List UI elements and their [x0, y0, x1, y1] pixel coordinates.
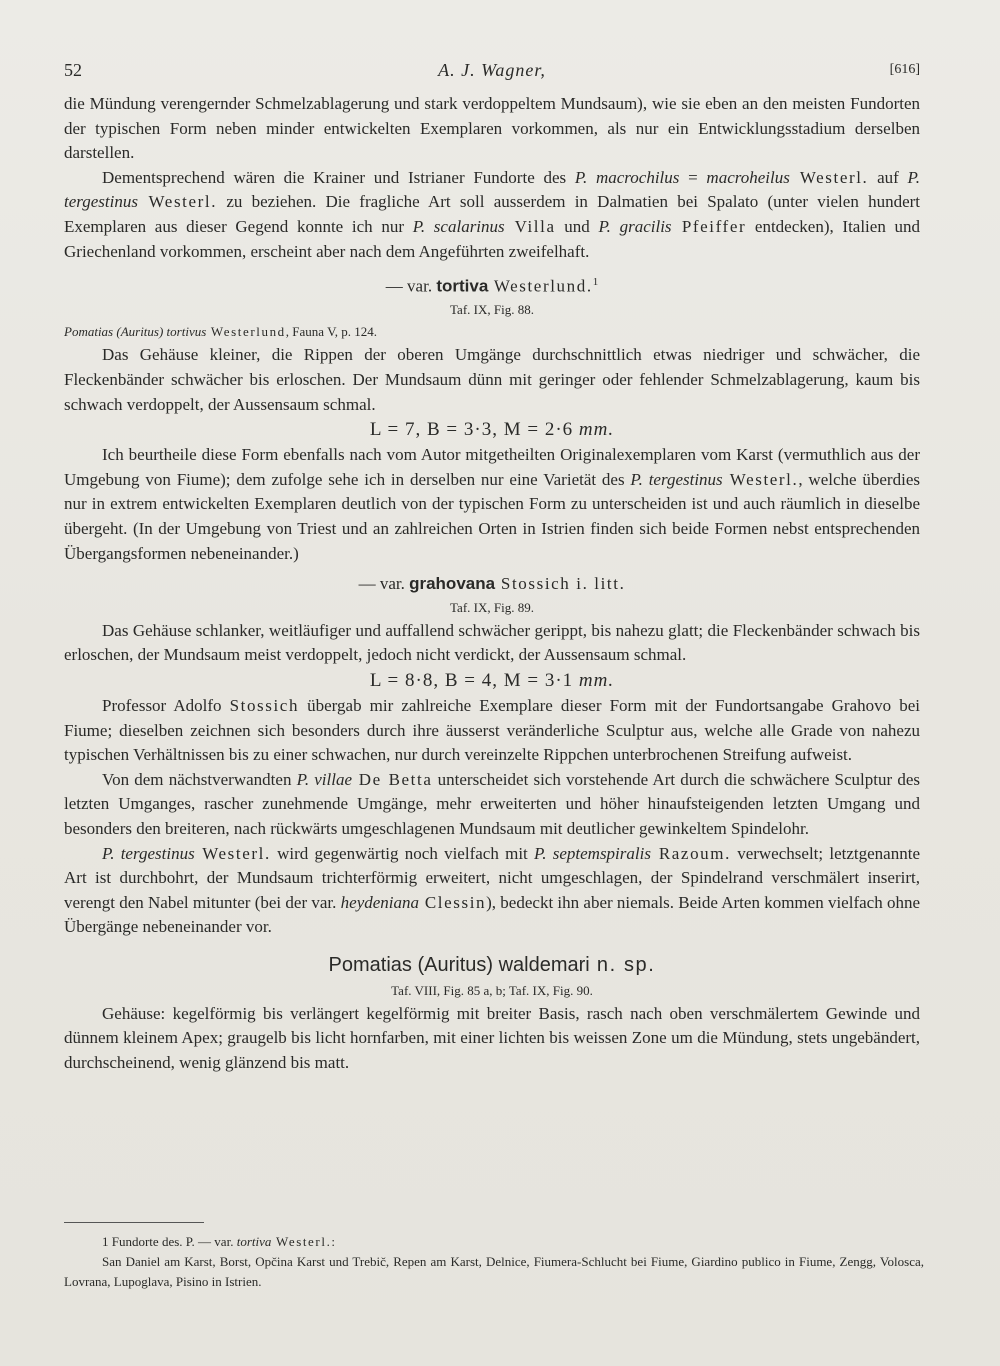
paragraph: Das Gehäuse kleiner, die Rippen der oberen Umgänge durchschnittlich etwas niedriger und schwächer, die Fleckenbänder schwächer bis erloschen. Der Mundsaum dünn mit geringer oder fehlender Schmelzablagerung, kaum bis schwach verdoppelt, der Aussensaum schmal. [64, 345, 920, 414]
footnote-text: San Daniel am Karst, Borst, Opčina Karst und Trebič, Repen am Karst, Delnice, Fiumera-Schlucht bei Fiume, Giardino publico in Fiume, Zengg, Volosca, Lovrana, Lupoglava, Pisino in Istrien. [64, 1254, 924, 1289]
section-heading-tortiva: — var. tortiva Westerlund.$^1$ [385, 276, 599, 296]
paragraph: Gehäuse: kegelförmig bis verlängert kegelförmig mit breiter Basis, rasch nach oben verschmälertem Gewinde und dünnem kleinem Apex; graugelb bis licht hornfarben, mit einer lichten bis weissen Zone um die Mündung, stets ungebändert, durchscheinend, wenig glänzend bis matt. [64, 1003, 920, 1073]
paragraph: Ich beurtheile diese Form ebenfalls nach vom Autor mitgetheilten Originalexemplaren vom Karst (vermuthlich aus der Umgebung von Fiume); dem zufolge sehe ich in derselben nur eine Varietät des P. tergestinus Westerl., welche überdies nur in extrem entwickelten Exemplaren deutlich von der typischen Form zu unterscheiden ist und auch räumlich in dieselbe übergeht. (In der Umgebung von Triest und an zahlreichen Orten in Istrien finden sich beide Formen nebst entsprechenden Übergangsformen nebeneinander.) [64, 445, 920, 563]
paragraph: Professor Adolfo Stossich übergab mir zahlreiche Exemplare dieser Form mit der Fundortsangabe Grahovo bei Fiume; dieselben zeichnen sich besonders durch ihre äusserst veränderliche Sculptur aus, welche alle Grade von nahezu typischen Verhältnissen bis zu einer schwachen, nur durch vereinzelte Rippchen unterbrochenen Streifung aufweist. [64, 695, 920, 765]
measurement-formula: L = 8·8, B = 4, M = 3·1 mm. [369, 669, 615, 691]
plate-reference: Taf. IX, Fig. 88. [450, 302, 534, 318]
measurement-formula: L = 7, B = 3·3, M = 2·6 mm. [369, 419, 615, 441]
paragraph: Das Gehäuse schlanker, weitläufiger und auffallend schwächer gerippt, bis nahezu glatt; die Fleckenbänder schwach bis erloschen, der Mundsaum meist verdoppelt, jedoch nicht verdickt, der Aussensaum schmal. [64, 620, 920, 665]
paragraph: Dementsprechend wären die Krainer und Istrianer Fundorte des P. macrochilus = macroheilus Westerl. auf P. tergestinus Westerl. zu beziehen. Die fragliche Art soll ausserdem in Dalmatien bei Spalato (unter vielen hundert Exemplaren aus dieser Gegend konnte ich nur P. scalarinus Villa und P. gracilis Pfeiffer entdecken), Italien und Griechenland vorkommen, erscheint aber nach dem Angeführten zweifelhaft. [64, 167, 921, 261]
paragraph: P. tergestinus Westerl. wird gegenwärtig noch vielfach mit P. septemspiralis Razoum. verwechselt; letztgenannte Art ist durchbohrt, der Mundsaum trichterförmig erweitert, nicht umgeschlagen, der Spindelrand verschmälert inserirt, verengt den Nabel mitunter (bei der var. heydeniana Clessin), bedeckt ihn aber niemals. Beide Arten kommen vielfach ohne Übergänge nebeneinander vor. [64, 843, 920, 937]
section-heading-grahovana: — var. grahovana Stossich i. litt. [358, 574, 626, 594]
footnote-mark: 1 [592, 276, 599, 289]
running-head: A. J. Wagner, [438, 60, 546, 80]
page-header [64, 60, 920, 84]
plate-reference: Taf. IX, Fig. 89. [450, 599, 534, 615]
paragraph: die Mündung verengernder Schmelzablagerung und stark verdoppeltem Mundsaum), wie sie eben an den meisten Fundorten der typischen Form neben minder entwickelten Exemplaren vorkommen, als nur ein Entwicklungsstadium derselben darstellen. [64, 94, 920, 163]
main-text [64, 92, 920, 1076]
original-page-number: [616] [889, 62, 920, 77]
footnotes [64, 1232, 924, 1292]
paragraph: Von dem nächstverwandten P. villae De Betta unterscheidet sich vorstehende Art durch die schwächere Sculptur des letzten Umganges, rascher zunehmende Umgänge, mehr erweiterten und höher hinaufsteigenden letzten Umgang und besonders den breiteren, nach rückwärts umgeschlagenen Mundsaum mit deutlicher gewinkeltem Spindelohr. [64, 769, 920, 838]
synonym-citation: Pomatias (Auritus) tortivus Westerlund, Fauna V, p. 124. [64, 324, 378, 340]
plate-reference: Taf. VIII, Fig. 85 a, b; Taf. IX, Fig. 90. [391, 982, 593, 998]
page-number: 52 [64, 60, 82, 80]
species-title: Pomatias (Auritus) waldemari n. sp. [328, 953, 656, 976]
footnote-title: 1 Fundorte des. P. — var. tortiva Westerl.: [102, 1234, 337, 1249]
footnote-divider [64, 1222, 204, 1223]
